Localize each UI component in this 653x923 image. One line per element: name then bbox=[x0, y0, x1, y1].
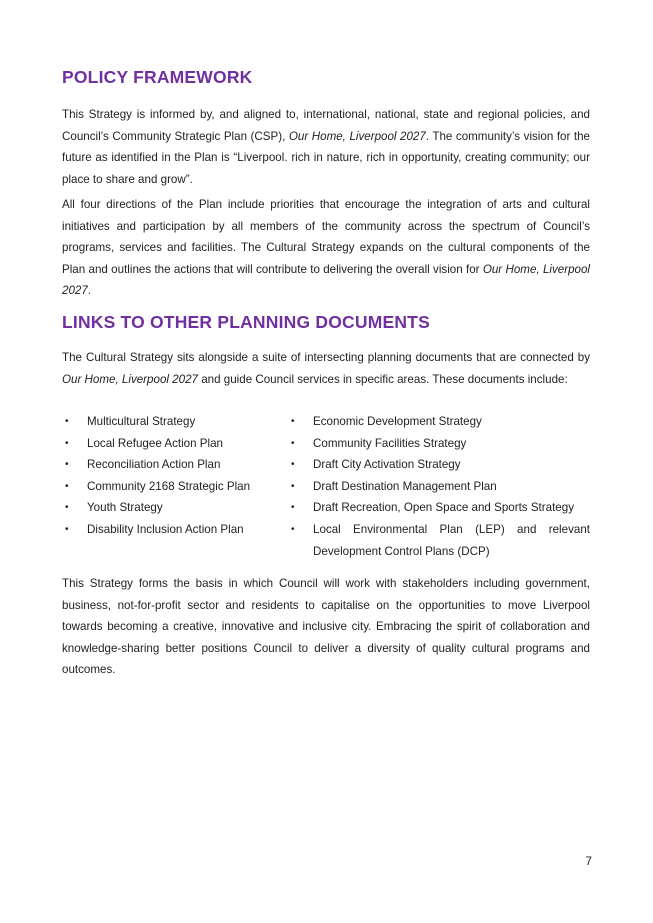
links-intro-plan-title: Our Home, Liverpool 2027 bbox=[62, 372, 198, 386]
policy-p1-text-a: This Strategy is informed by, and aligned to, international, national, state and regional policies, and Council’s Community Strategic Plan (CSP), bbox=[62, 108, 590, 143]
policy-p1-text-b: . The community’s vision for the future as identified in the Plan is “Liverpool. rich in nature, rich in opportunity, creating community; our place to share and grow”. bbox=[62, 129, 591, 186]
links-intro-text-b: and guide Council services in specific areas. These documents include: bbox=[197, 372, 568, 386]
list-item: • Draft Recreation, Open Space and Sports Strategy bbox=[288, 497, 590, 519]
links-intro-text-a: The Cultural Strategy sits alongside a suite of intersecting planning documents that are connected by bbox=[62, 351, 590, 364]
policy-p2-text-b: . bbox=[87, 284, 92, 298]
list-item: • Local Refugee Action Plan bbox=[62, 433, 272, 455]
bullet-icon: • bbox=[65, 523, 69, 535]
policy-paragraph-2 bbox=[62, 194, 590, 302]
bullet-icon: • bbox=[65, 480, 69, 492]
policy-paragraph-1 bbox=[62, 104, 590, 190]
documents-list-right bbox=[288, 411, 590, 562]
bullet-icon: • bbox=[65, 459, 69, 471]
policy-p2-plan-title: Our Home, Liverpool 2027 bbox=[62, 262, 590, 298]
policy-p2-text-a: All four directions of the Plan include priorities that encourage the integration of arts and cultural initiatives and participation by all members of the community across the spectrum of Council’s programs, services and facilities. The Cultural Strategy expands on the cultural components of the Plan and outlines the actions that will contribute to delivering the overall vision for bbox=[62, 198, 590, 276]
list-item: • Local Environmental Plan (LEP) and relevant Development Control Plans (DCP) bbox=[288, 519, 590, 562]
page-number: 7 bbox=[585, 855, 592, 868]
list-item: • Draft City Activation Strategy bbox=[288, 454, 590, 476]
bullet-icon: • bbox=[65, 502, 69, 514]
bullet-icon: • bbox=[65, 416, 69, 427]
bullet-icon: • bbox=[65, 437, 69, 449]
policy-p1-plan-title: Our Home, Liverpool 2027 bbox=[288, 129, 426, 143]
list-item: • Reconciliation Action Plan bbox=[62, 454, 272, 476]
bullet-icon: • bbox=[291, 480, 295, 492]
bullet-icon: • bbox=[291, 523, 295, 535]
list-item: • Youth Strategy bbox=[62, 497, 272, 519]
list-item: • Disability Inclusion Action Plan bbox=[62, 519, 272, 541]
bullet-icon: • bbox=[291, 437, 295, 449]
links-heading: LINKS TO OTHER PLANNING DOCUMENTS bbox=[62, 312, 430, 332]
bullet-icon: • bbox=[291, 459, 295, 471]
list-item: • Draft Destination Management Plan bbox=[288, 476, 590, 498]
links-intro-paragraph bbox=[62, 347, 590, 390]
documents-list-left bbox=[62, 411, 272, 541]
bullet-icon: • bbox=[291, 416, 295, 427]
list-item: • Community Facilities Strategy bbox=[288, 433, 590, 455]
list-item: • Economic Development Strategy bbox=[288, 411, 590, 433]
policy-framework-heading: POLICY FRAMEWORK bbox=[62, 67, 253, 87]
list-item: • Community 2168 Strategic Plan bbox=[62, 476, 272, 498]
bullet-icon: • bbox=[291, 502, 295, 514]
list-item: • Multicultural Strategy bbox=[62, 411, 272, 433]
closing-paragraph: This Strategy forms the basis in which Council will work with stakeholders including government, business, not-for-profit sector and residents to capitalise on the opportunities to move Liverpool towards becoming a creative, innovative and inclusive city. Embracing the spirit of collaboration and knowledge-sharing better positions Council to deliver a diversity of quality cultural programs and outcomes. bbox=[62, 577, 590, 677]
